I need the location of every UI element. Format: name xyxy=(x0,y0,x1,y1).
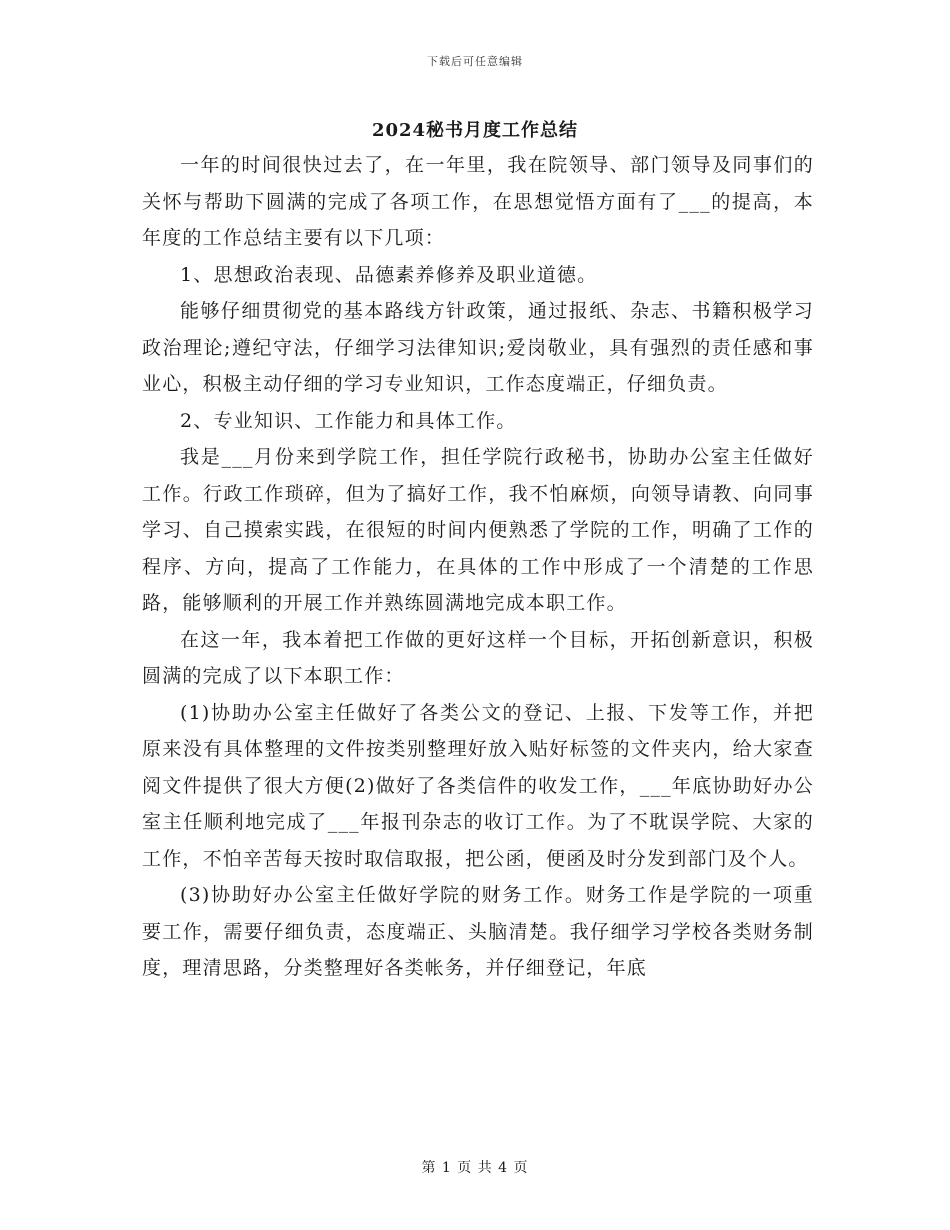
document-body xyxy=(142,147,814,987)
paragraph-work-ability: 我是___月份来到学院工作，担任学院行政秘书，协助办公室主任做好工作。行政工作琐碎，但为了搞好工作，我不怕麻烦，向领导请教、向同事学习、自己摸索实践，在很短的时间内便熟悉了学院的工作，明确了工作的程序、方向，提高了工作能力，在具体的工作中形成了一个清楚的工作思路，能够顺利的开展工作并熟练圆满地完成本职工作。 xyxy=(142,446,814,614)
header-note: 下载后可任意编辑 xyxy=(427,55,523,68)
section-heading-2: 2、专业知识、工作能力和具体工作。 xyxy=(180,409,517,432)
page-footer: 第 1 页 共 4 页 xyxy=(421,1160,529,1176)
paragraph-ethics: 能够仔细贯彻党的基本路线方针政策，通过报纸、杂志、书籍积极学习政治理论;遵纪守法，仔细学习法律知识;爱岗敬业，具有强烈的责任感和事业心，积极主动仔细的学习专业知识，工作态度端正，仔细负责。 xyxy=(142,300,814,395)
paragraph-item-3: (3)协助好办公室主任做好学院的财务工作。财务工作是学院的一项重要工作，需要仔细负责，态度端正、头脑清楚。我仔细学习学校各类财务制度，理清思路，分类整理好各类帐务，并仔细登记，年底 xyxy=(142,884,814,979)
section-heading-1: 1、思想政治表现、品德素养修养及职业道德。 xyxy=(180,263,598,286)
paragraph-intro: 一年的时间很快过去了，在一年里，我在院领导、部门领导及同事们的关怀与帮助下圆满的完成了各项工作，在思想觉悟方面有了___的提高，本年度的工作总结主要有以下几项： xyxy=(142,154,814,249)
paragraph-goals: 在这一年，我本着把工作做的更好这样一个目标，开拓创新意识，积极圆满的完成了以下本职工作： xyxy=(142,628,814,687)
document-title: 2024秘书月度工作总结 xyxy=(371,120,579,141)
paragraph-item-1-2: (1)协助办公室主任做好了各类公文的登记、上报、下发等工作，并把原来没有具体整理的文件按类别整理好放入贴好标签的文件夹内，给大家查阅文件提供了很大方便(2)做好了各类信件的收发工作，___年底协助好办公室主任顺利地完成了___年报刊杂志的收订工作。为了不耽误学院、大家的工作，不怕辛苦每天按时取信取报，把公函，便函及时分发到部门及个人。 xyxy=(142,701,814,870)
